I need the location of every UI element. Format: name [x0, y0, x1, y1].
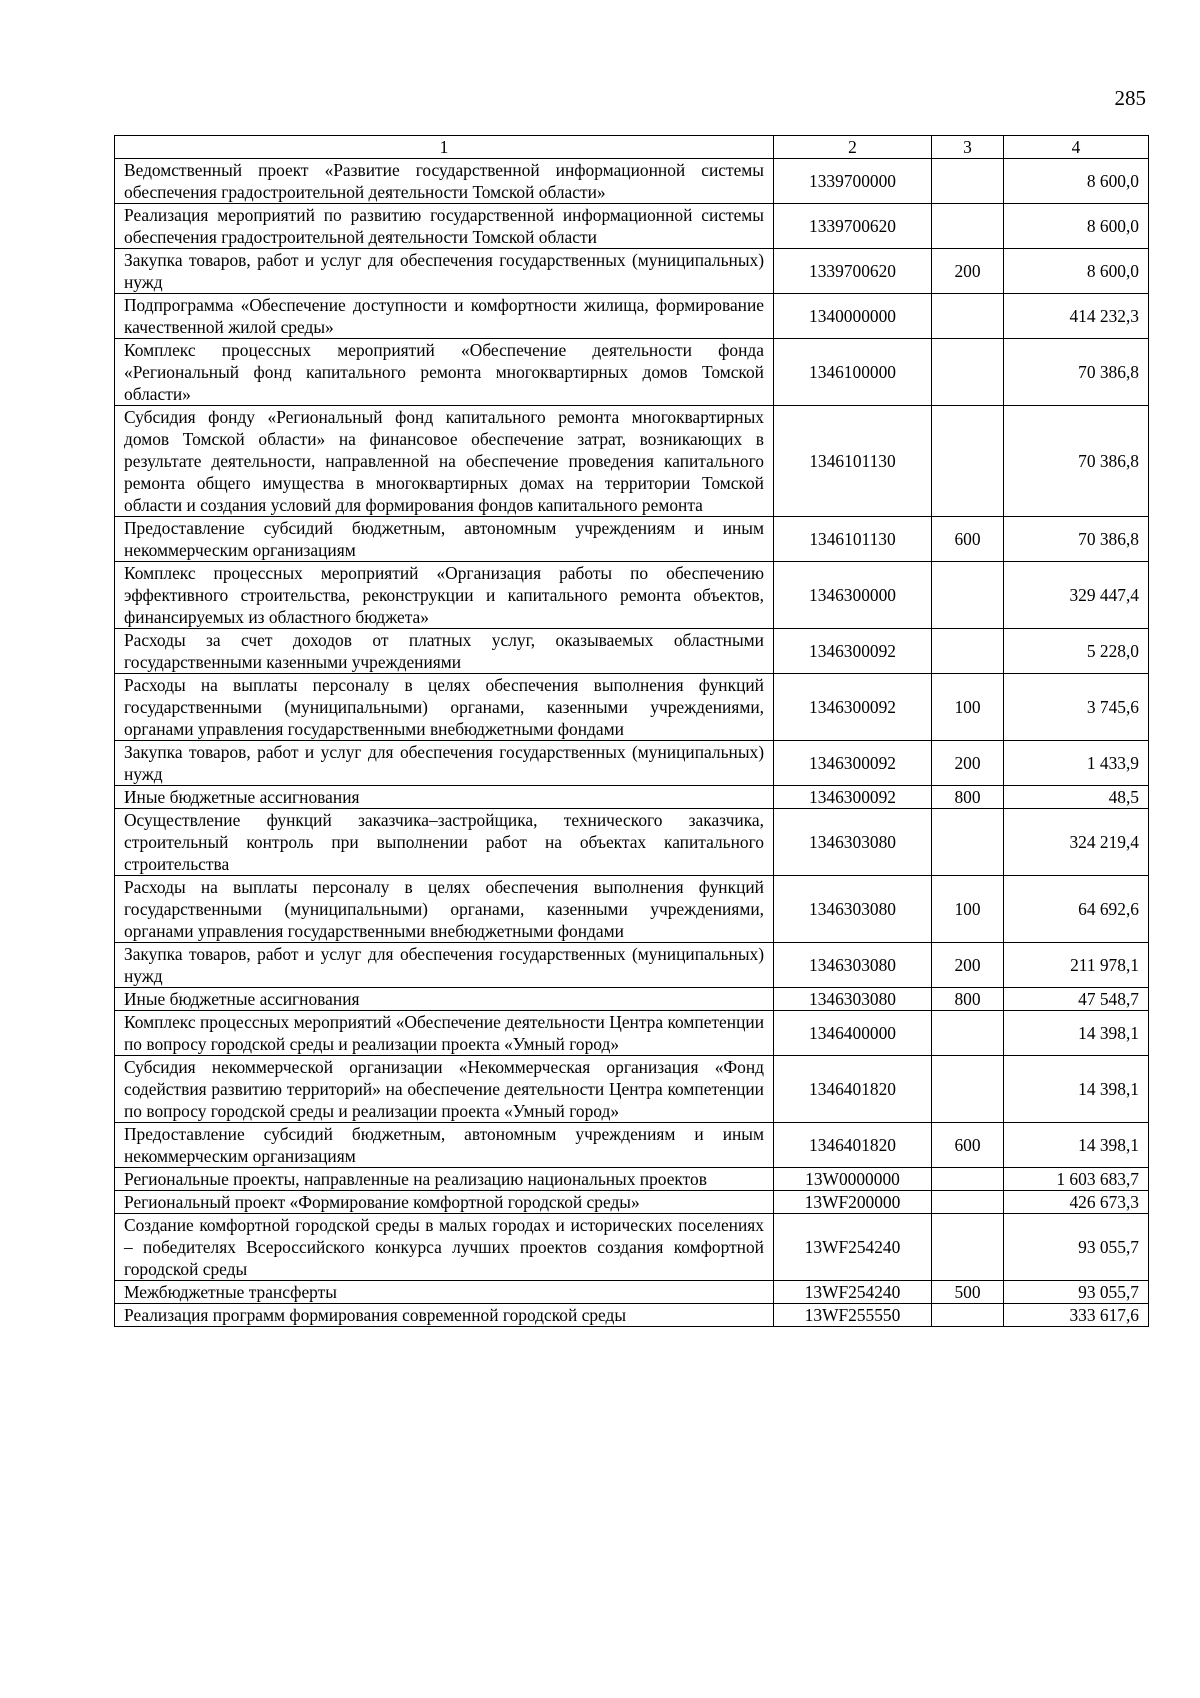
- row-code: 1346303080: [774, 876, 932, 943]
- row-code: 1339700620: [774, 249, 932, 294]
- row-name: Субсидия некоммерческой организации «Некоммерческая организация «Фонд содействия развитию территорий» на обеспечение деятельности Центра компетенции по вопросу городской среды и реализации проекта «Умный город»: [115, 1056, 774, 1123]
- row-amount: 211 978,1: [1004, 943, 1149, 988]
- row-name: Комплекс процессных мероприятий «Обеспечение деятельности Центра компетенции по вопросу городской среды и реализации проекта «Умный город»: [115, 1011, 774, 1056]
- row-amount: 8 600,0: [1004, 249, 1149, 294]
- row-name: Реализация программ формирования современной городской среды: [115, 1304, 774, 1327]
- table-row: [115, 1011, 1149, 1056]
- row-amount: 1 603 683,7: [1004, 1168, 1149, 1191]
- row-code: 1346300000: [774, 562, 932, 629]
- row-name: Подпрограмма «Обеспечение доступности и комфортности жилища, формирование качественной жилой среды»: [115, 294, 774, 339]
- row-amount: 5 228,0: [1004, 629, 1149, 674]
- row-expense-type: [932, 562, 1004, 629]
- row-expense-type: 600: [932, 517, 1004, 562]
- row-code: 1346303080: [774, 809, 932, 876]
- row-expense-type: 500: [932, 1281, 1004, 1304]
- row-name: Иные бюджетные ассигнования: [115, 988, 774, 1011]
- row-expense-type: [932, 406, 1004, 517]
- row-code: 13WF200000: [774, 1191, 932, 1214]
- row-expense-type: [932, 629, 1004, 674]
- row-name: Комплекс процессных мероприятий «Организация работы по обеспечению эффективного строительства, реконструкции и капитального ремонта объектов, финансируемых из областного бюджета»: [115, 562, 774, 629]
- row-expense-type: [932, 1304, 1004, 1327]
- row-name: Предоставление субсидий бюджетным, автономным учреждениям и иным некоммерческим организациям: [115, 517, 774, 562]
- row-expense-type: 200: [932, 943, 1004, 988]
- row-amount: 70 386,8: [1004, 517, 1149, 562]
- row-code: 1346100000: [774, 339, 932, 406]
- row-code: 13WF254240: [774, 1281, 932, 1304]
- row-amount: 70 386,8: [1004, 406, 1149, 517]
- table-row: [115, 1191, 1149, 1214]
- row-expense-type: 200: [932, 249, 1004, 294]
- table-row: [115, 629, 1149, 674]
- row-expense-type: [932, 1191, 1004, 1214]
- header-col-1: 1: [115, 136, 774, 159]
- row-code: 13WF254240: [774, 1214, 932, 1281]
- row-expense-type: [932, 1168, 1004, 1191]
- row-amount: 329 447,4: [1004, 562, 1149, 629]
- table-body: [115, 159, 1149, 1327]
- table-row: [115, 1056, 1149, 1123]
- table-row: [115, 1123, 1149, 1168]
- row-code: 1340000000: [774, 294, 932, 339]
- table-row: [115, 159, 1149, 204]
- table-row: [115, 204, 1149, 249]
- table-row: [115, 988, 1149, 1011]
- row-name: Региональный проект «Формирование комфортной городской среды»: [115, 1191, 774, 1214]
- row-code: 1346300092: [774, 674, 932, 741]
- row-expense-type: [932, 1011, 1004, 1056]
- row-name: Осуществление функций заказчика–застройщика, технического заказчика, строительный контроль при выполнении работ на объектах капитального строительства: [115, 809, 774, 876]
- row-expense-type: [932, 809, 1004, 876]
- row-name: Расходы за счет доходов от платных услуг, оказываемых областными государственными казенными учреждениями: [115, 629, 774, 674]
- row-code: 1339700620: [774, 204, 932, 249]
- table-row: [115, 1304, 1149, 1327]
- header-col-4: 4: [1004, 136, 1149, 159]
- row-code: 1346401820: [774, 1056, 932, 1123]
- row-code: 1339700000: [774, 159, 932, 204]
- row-expense-type: [932, 1214, 1004, 1281]
- row-expense-type: 200: [932, 741, 1004, 786]
- row-amount: 3 745,6: [1004, 674, 1149, 741]
- row-name: Расходы на выплаты персоналу в целях обеспечения выполнения функций государственными (муниципальными) органами, казенными учреждениями, органами управления государственными внебюджетными фондами: [115, 674, 774, 741]
- row-name: Комплекс процессных мероприятий «Обеспечение деятельности фонда «Региональный фонд капитального ремонта многоквартирных домов Томской области»: [115, 339, 774, 406]
- row-amount: 14 398,1: [1004, 1123, 1149, 1168]
- table-row: [115, 1281, 1149, 1304]
- table-row: [115, 876, 1149, 943]
- row-expense-type: 800: [932, 786, 1004, 809]
- row-amount: 324 219,4: [1004, 809, 1149, 876]
- row-code: 1346303080: [774, 943, 932, 988]
- row-amount: 8 600,0: [1004, 159, 1149, 204]
- row-amount: 1 433,9: [1004, 741, 1149, 786]
- row-code: 1346400000: [774, 1011, 932, 1056]
- table-row: [115, 809, 1149, 876]
- row-code: 13WF255550: [774, 1304, 932, 1327]
- table-row: [115, 517, 1149, 562]
- row-amount: 93 055,7: [1004, 1214, 1149, 1281]
- row-amount: 64 692,6: [1004, 876, 1149, 943]
- row-expense-type: 100: [932, 876, 1004, 943]
- row-expense-type: 600: [932, 1123, 1004, 1168]
- row-code: 1346300092: [774, 629, 932, 674]
- row-expense-type: 100: [932, 674, 1004, 741]
- page-number: 285: [1114, 86, 1146, 110]
- row-amount: 93 055,7: [1004, 1281, 1149, 1304]
- row-expense-type: [932, 204, 1004, 249]
- row-amount: 414 232,3: [1004, 294, 1149, 339]
- table-row: [115, 1214, 1149, 1281]
- row-expense-type: [932, 1056, 1004, 1123]
- row-amount: 14 398,1: [1004, 1011, 1149, 1056]
- row-expense-type: [932, 294, 1004, 339]
- row-code: 1346101130: [774, 406, 932, 517]
- row-code: 1346300092: [774, 741, 932, 786]
- row-amount: 426 673,3: [1004, 1191, 1149, 1214]
- table-row: [115, 786, 1149, 809]
- row-expense-type: [932, 339, 1004, 406]
- row-name: Межбюджетные трансферты: [115, 1281, 774, 1304]
- row-code: 1346300092: [774, 786, 932, 809]
- table-row: [115, 741, 1149, 786]
- table-row: [115, 249, 1149, 294]
- row-name: Региональные проекты, направленные на реализацию национальных проектов: [115, 1168, 774, 1191]
- row-name: Создание комфортной городской среды в малых городах и исторических поселениях – победителях Всероссийского конкурса лучших проектов создания комфортной городской среды: [115, 1214, 774, 1281]
- row-expense-type: 800: [932, 988, 1004, 1011]
- row-amount: 47 548,7: [1004, 988, 1149, 1011]
- row-amount: 48,5: [1004, 786, 1149, 809]
- row-expense-type: [932, 159, 1004, 204]
- row-name: Закупка товаров, работ и услуг для обеспечения государственных (муниципальных) нужд: [115, 249, 774, 294]
- row-name: Закупка товаров, работ и услуг для обеспечения государственных (муниципальных) нужд: [115, 741, 774, 786]
- row-amount: 333 617,6: [1004, 1304, 1149, 1327]
- row-amount: 70 386,8: [1004, 339, 1149, 406]
- budget-table: [114, 135, 1149, 1327]
- table-row: [115, 406, 1149, 517]
- row-name: Закупка товаров, работ и услуг для обеспечения государственных (муниципальных) нужд: [115, 943, 774, 988]
- row-amount: 14 398,1: [1004, 1056, 1149, 1123]
- table-row: [115, 339, 1149, 406]
- row-amount: 8 600,0: [1004, 204, 1149, 249]
- table-row: [115, 943, 1149, 988]
- row-name: Расходы на выплаты персоналу в целях обеспечения выполнения функций государственными (муниципальными) органами, казенными учреждениями, органами управления государственными внебюджетными фондами: [115, 876, 774, 943]
- table-header-row: [115, 136, 1149, 159]
- header-col-2: 2: [774, 136, 932, 159]
- row-name: Реализация мероприятий по развитию государственной информационной системы обеспечения градостроительной деятельности Томской области: [115, 204, 774, 249]
- row-name: Ведомственный проект «Развитие государственной информационной системы обеспечения градостроительной деятельности Томской области»: [115, 159, 774, 204]
- row-name: Предоставление субсидий бюджетным, автономным учреждениям и иным некоммерческим организациям: [115, 1123, 774, 1168]
- row-code: 1346303080: [774, 988, 932, 1011]
- row-name: Иные бюджетные ассигнования: [115, 786, 774, 809]
- row-code: 1346401820: [774, 1123, 932, 1168]
- row-name: Субсидия фонду «Региональный фонд капитального ремонта многоквартирных домов Томской области» на финансовое обеспечение затрат, возникающих в результате деятельности, направленной на обеспечение проведения капитального ремонта общего имущества в многоквартирных домах на территории Томской области и создания условий для формирования фондов капитального ремонта: [115, 406, 774, 517]
- row-code: 1346101130: [774, 517, 932, 562]
- table-row: [115, 1168, 1149, 1191]
- table-row: [115, 562, 1149, 629]
- header-col-3: 3: [932, 136, 1004, 159]
- row-code: 13W0000000: [774, 1168, 932, 1191]
- table-row: [115, 674, 1149, 741]
- table-row: [115, 294, 1149, 339]
